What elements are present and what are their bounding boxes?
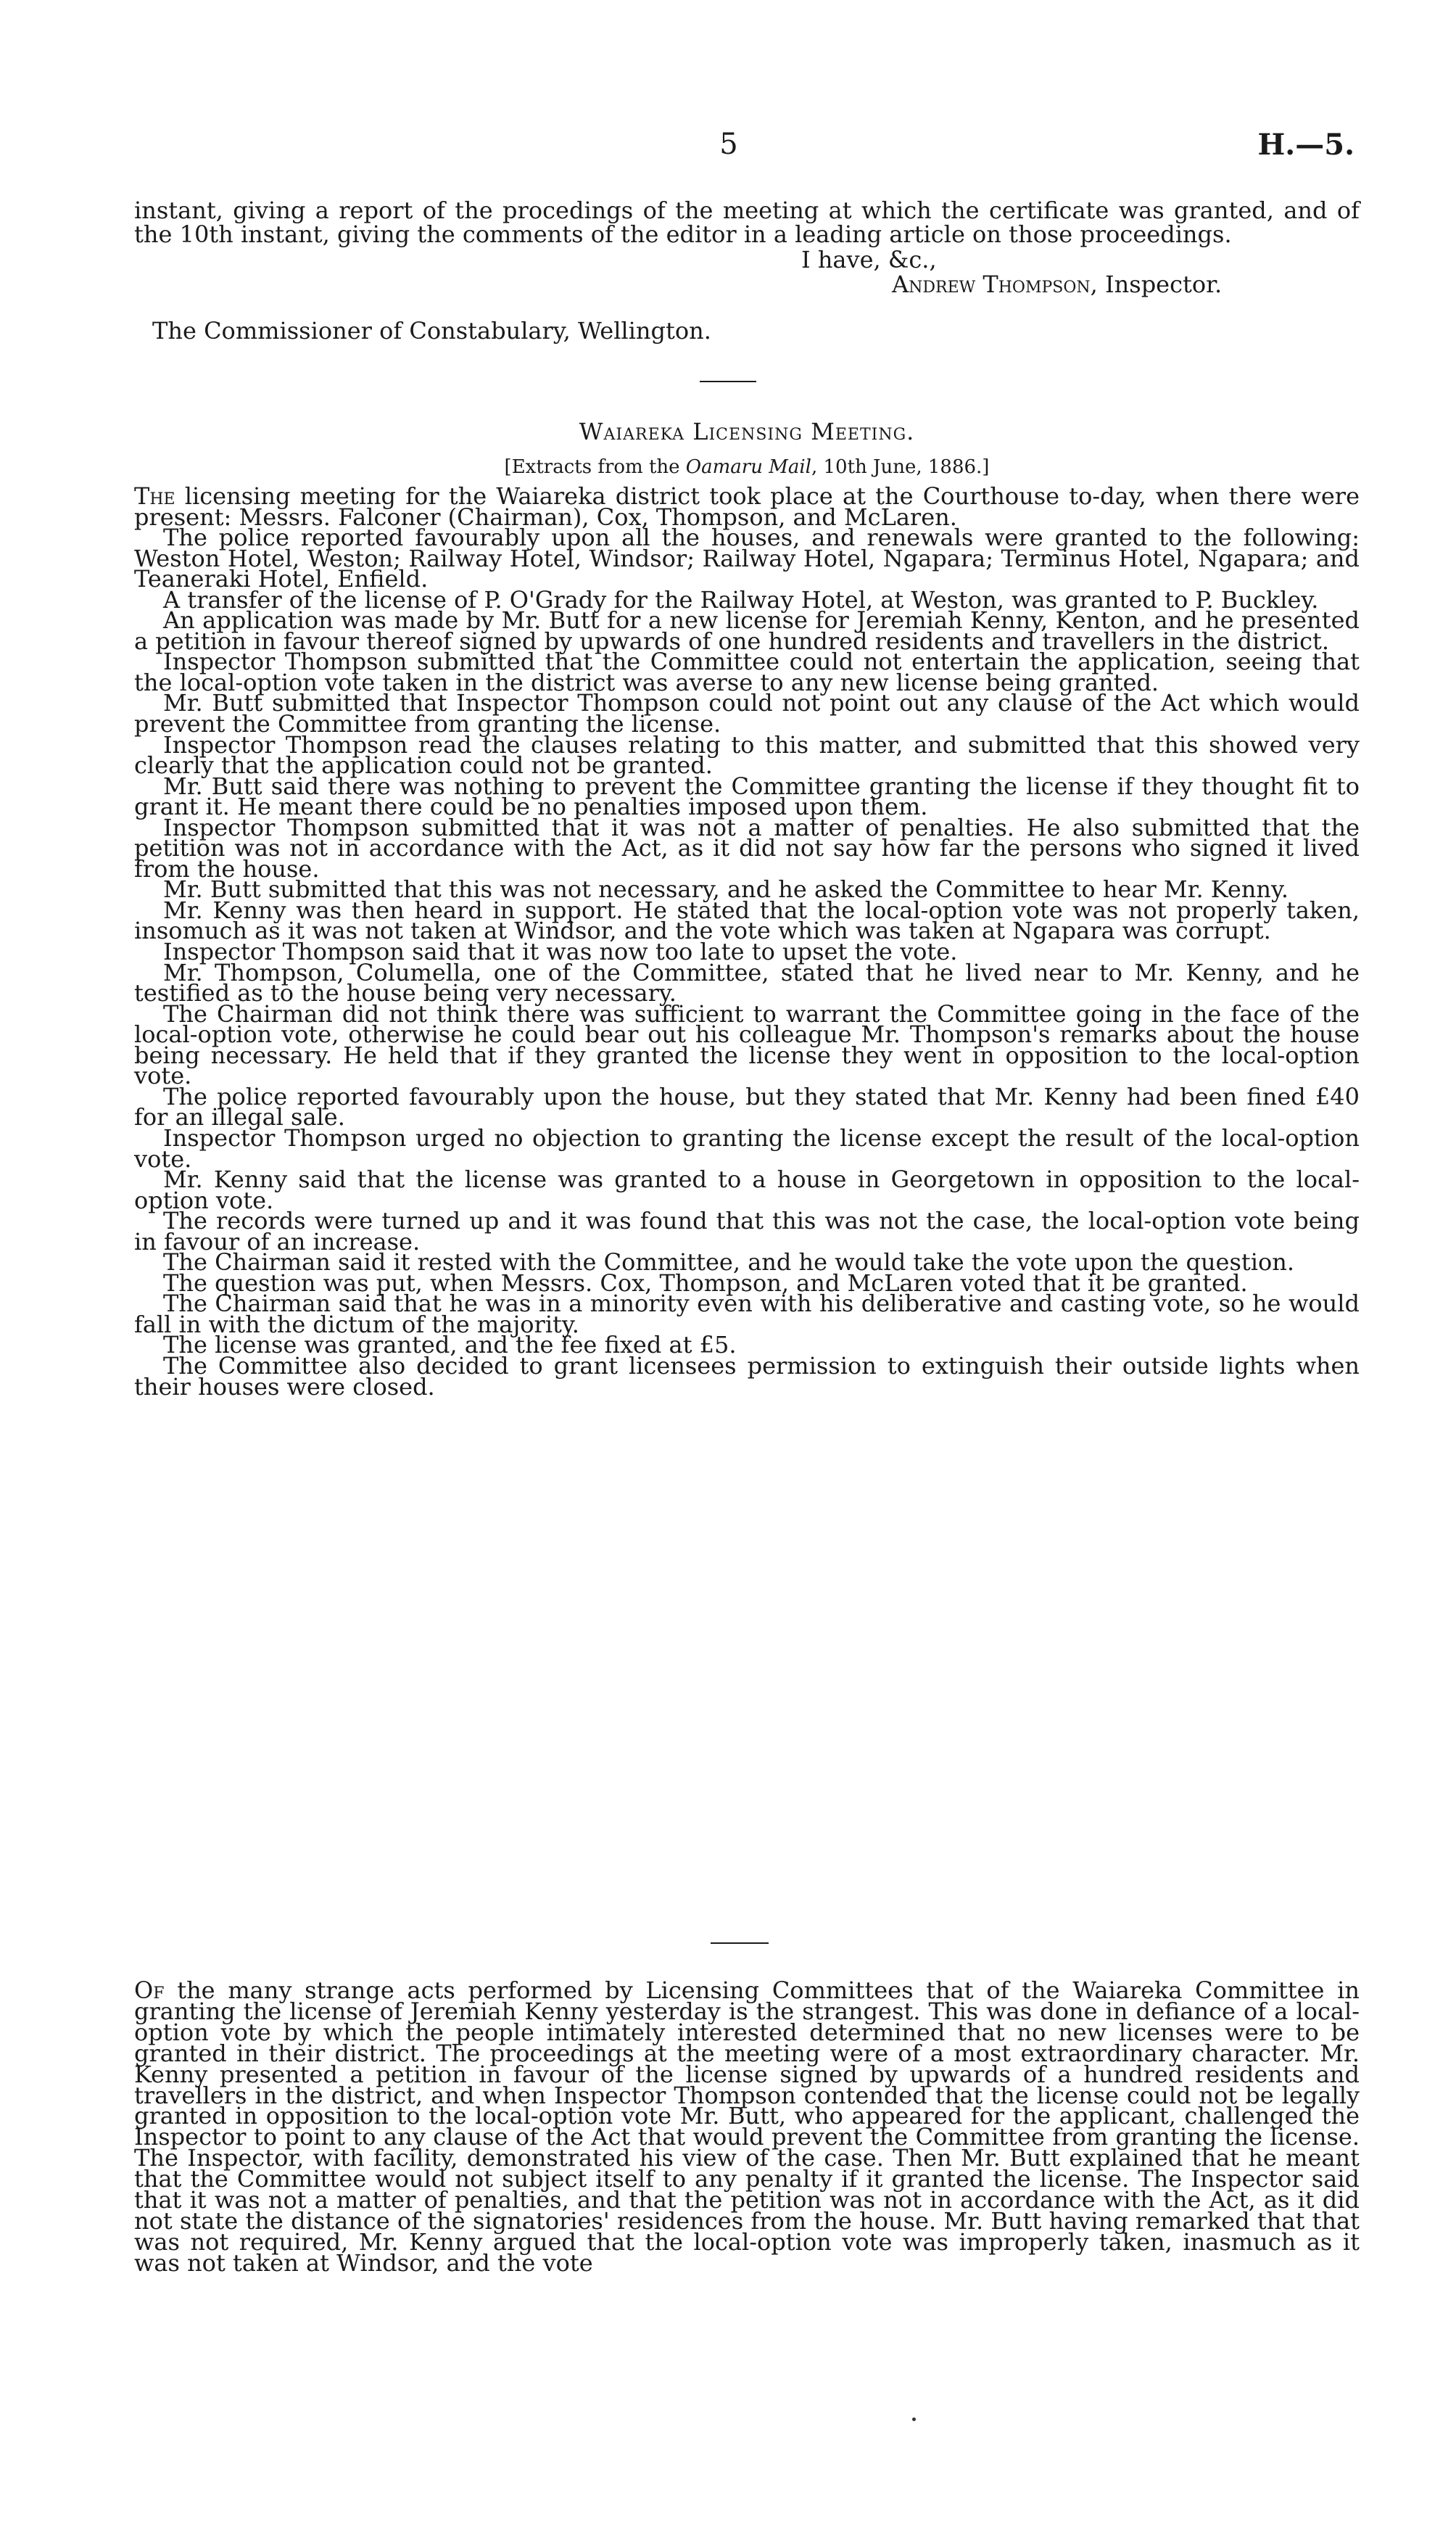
article-paragraph: The question was put, when Messrs. Cox, Thompson, and McLaren voted that it be granted. — [163, 1269, 1248, 1297]
article-paragraph: Mr. Kenny was then heard in support. He stated that the local-option vote was not properly taken, insomuch as it was not taken at Windsor, and the vote which was taken at Ngapara was corrupt. — [134, 896, 1360, 945]
article-paragraph: The license was granted, and the fee fixed at £5. — [163, 1331, 737, 1359]
closing-formula: I have, &c., — [801, 246, 937, 273]
article-paragraph: Mr. Thompson, Columella, one of the Committee, stated that he lived near to Mr. Kenny, and he testified as to the house being very necessary. — [134, 958, 1360, 1007]
article-paragraph: Inspector Thompson said that it was now too late to upset the vote. — [163, 938, 958, 966]
article-paragraph: The Chairman said it rested with the Committee, and he would take the vote upon the question. — [163, 1248, 1295, 1277]
addressee: The Commissioner of Constabulary, Wellington. — [152, 317, 711, 345]
source-prefix: [Extracts from the — [504, 456, 686, 478]
lead-word: The — [134, 482, 175, 510]
document-reference: H.—5. — [1257, 128, 1354, 162]
intro-paragraph — [134, 199, 1360, 247]
article-body — [134, 482, 1360, 1401]
signature — [892, 271, 1223, 298]
article-paragraph: Inspector Thompson urged no objection to granting the license except the result of the local-option vote. — [134, 1124, 1360, 1173]
article-paragraph: The police reported favourably upon the house, but they stated that Mr. Kenny had been fined £40 for an illegal sale. — [134, 1082, 1360, 1131]
lead-word: Of — [134, 1976, 165, 2004]
article-paragraph: Inspector Thompson submitted that it was not a matter of penalties. He also submitted that the petition was not in accordance with the Act, as it did not say how far the persons who signed it lived from the house. — [134, 813, 1360, 883]
source-newspaper: Oamaru Mail — [685, 456, 811, 478]
page-number: 5 — [719, 128, 738, 161]
article-paragraph: Inspector Thompson submitted that the Committee could not entertain the application, seeing that the local-option vote taken in the district was averse to any new license being granted. — [134, 648, 1360, 696]
article-paragraph: The Chairman said that he was in a minority even with his deliberative and casting vote, so he would fall in with the dictum of the majority. — [134, 1290, 1360, 1338]
source-suffix: , 10th June, 1886.] — [811, 456, 990, 478]
article-paragraph: Inspector Thompson read the clauses relating to this matter, and submitted that this showed very clearly that the application could not be granted. — [134, 730, 1360, 780]
article-paragraph: The records were turned up and it was found that this was not the case, the local-option vote being in favour of an increase. — [134, 1207, 1360, 1256]
article-paragraph: Mr. Butt submitted that Inspector Thompson could not point out any clause of the Act which would prevent the Committee from granting the license. — [134, 689, 1360, 738]
editorial-body — [134, 1976, 1360, 2277]
article-paragraph: Mr. Kenny said that the license was granted to a house in Georgetown in opposition to the local-option vote. — [134, 1166, 1360, 1214]
article-paragraph: The police reported favourably upon all the houses, and renewals were granted to the following: Weston Hotel, Weston; Railway Hotel, Windsor; Railway Hotel, Ngapara; Terminus Hotel, Ngapara; and Teaneraki Hotel, Enfield. — [134, 524, 1360, 593]
article-paragraph: A transfer of the license of P. O'Grady for the Railway Hotel, at Weston, was granted to P. Buckley. — [163, 585, 1319, 614]
print-speck — [912, 2417, 916, 2421]
section-divider — [700, 381, 756, 382]
article-paragraph: An application was made by Mr. Butt for a new license for Jeremiah Kenny, Kenton, and he presented a petition in favour thereof signed by upwards of one hundred residents and travellers in the district. — [134, 606, 1360, 655]
editorial-paragraph: Of the many strange acts performed by Licensing Committees that of the Waiareka Committee in granting the license of Jeremiah Kenny yesterday is the strangest. This was done in defiance of a local-option vote by which the people intimately interested determined that no new licenses were to be granted in their district. The proceedings at the meeting were of a most extraordinary character. Mr. Kenny presented a petition in favour of the license signed by upwards of a hundred residents and travellers in the district, and when Inspector Thompson contended that the license could not be legally granted in opposition to the local-option vote Mr. Butt, who appeared for the applicant, challenged the Inspector to point to any clause of the Act that would prevent the Committee from granting the license. The Inspector, with facility, demonstrated his view of the case. Then Mr. Butt explained that he meant that the Committee would not subject itself to any penalty if it granted the license. The Inspector said that it was not a matter of penalties, and that the petition was not in accordance with the Act, as it did not state the distance of the signatories' residences from the house. Mr. Butt having remarked that that was not required, Mr. Kenny argued that the local-option vote was improperly taken, inasmuch as it was not taken at Windsor, and the vote — [134, 1976, 1360, 2277]
article-paragraph: The Committee also decided to grant licensees permission to extinguish their outside lights when their houses were closed. — [134, 1351, 1360, 1401]
article-paragraph: The licensing meeting for the Waiareka district took place at the Courthouse to-day, when there were present: Messrs. Falconer (Chairman), Cox, Thompson, and McLaren. — [134, 482, 1360, 531]
article-source-note — [134, 456, 1360, 478]
article-paragraph: The Chairman did not think there was sufficient to warrant the Committee going in the face of the local-option vote, otherwise he could bear out his colleague Mr. Thompson's remarks about the house being necessary. He held that if they granted the license they went in opposition to the local-option vote. — [134, 999, 1360, 1090]
article-paragraph: Mr. Butt submitted that this was not necessary, and he asked the Committee to hear Mr. Kenny. — [163, 875, 1289, 904]
article-paragraph: Mr. Butt said there was nothing to prevent the Committee granting the license if they thought fit to grant it. He meant there could be no penalties imposed upon them. — [134, 772, 1360, 821]
article-heading: Waiareka Licensing Meeting. — [579, 418, 915, 445]
intro-text: instant, giving a report of the procedings of the meeting at which the certificate was granted, and of the 10th instant, giving the comments of the editor in a leading article on those proceedings. — [134, 197, 1360, 248]
signature-name: Andrew Thompson — [892, 271, 1091, 298]
section-divider — [711, 1942, 769, 1944]
signature-title: , Inspector. — [1090, 271, 1223, 298]
